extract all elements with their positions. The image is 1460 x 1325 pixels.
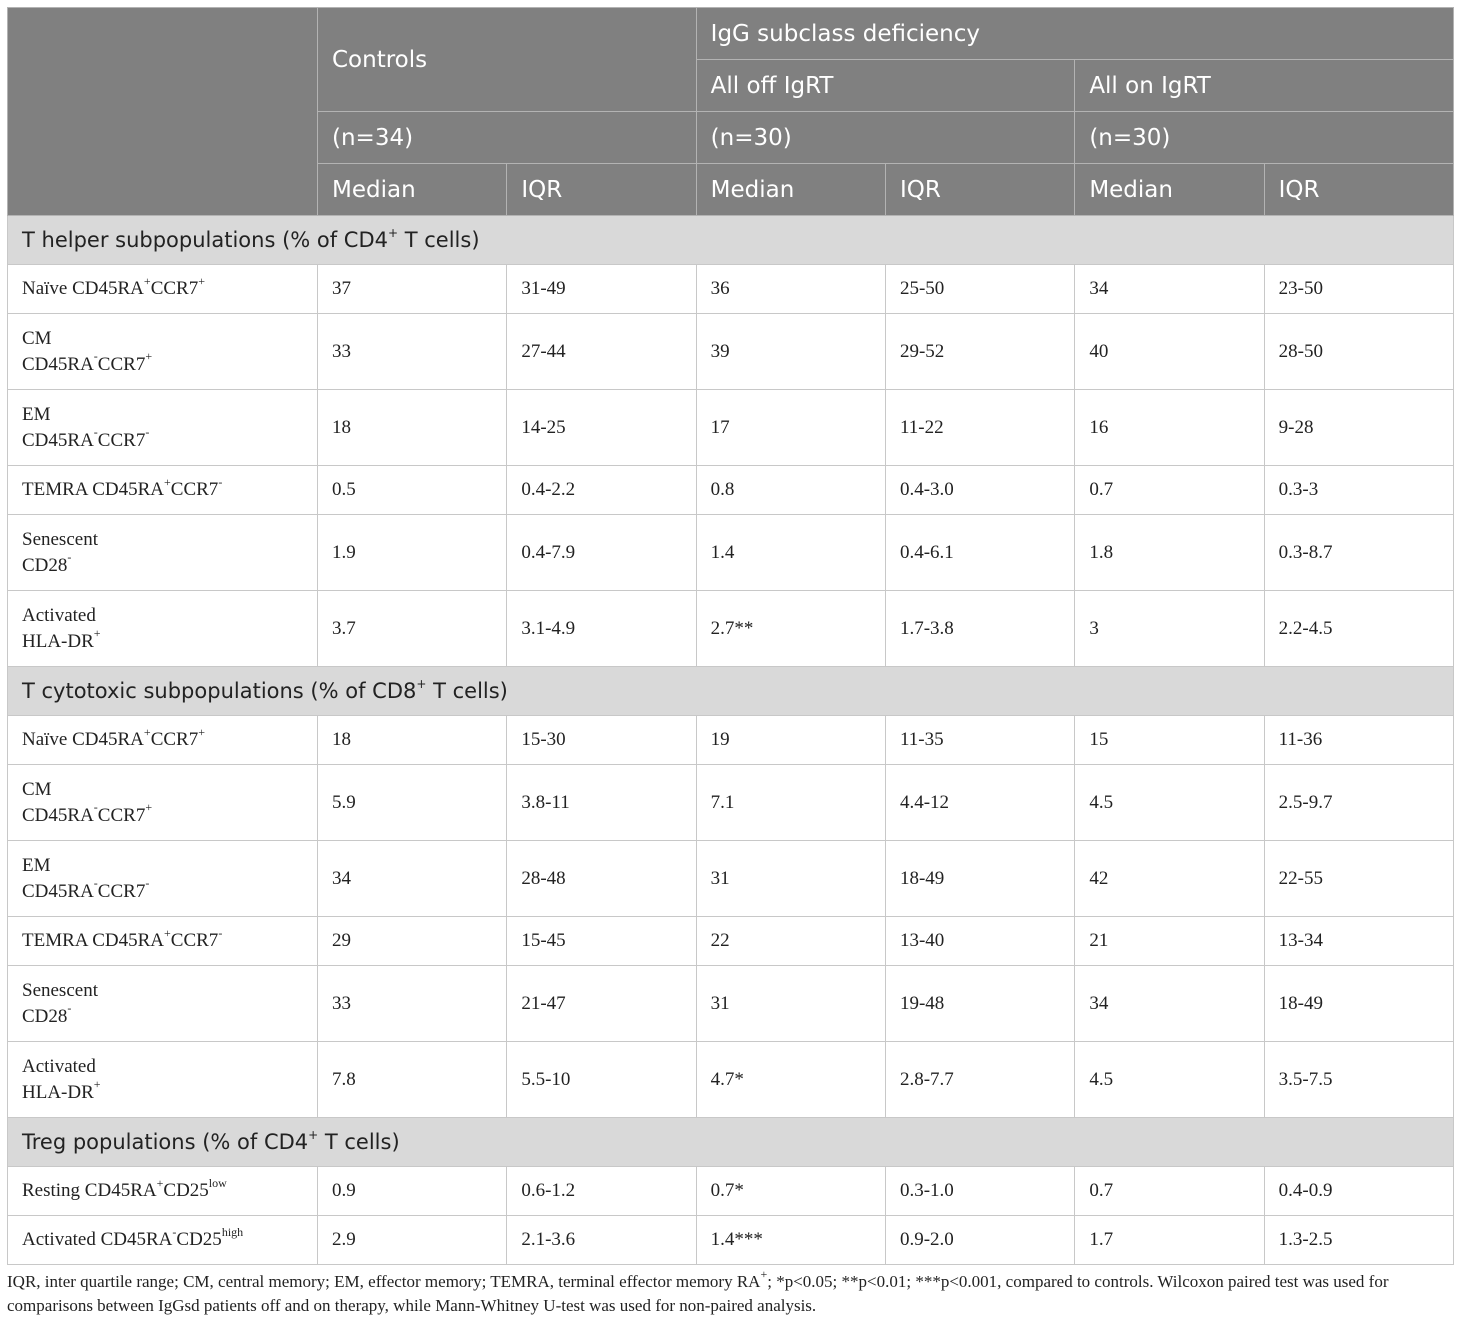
label-superscript: low — [208, 1175, 227, 1190]
iqr-cell: 15-45 — [507, 917, 696, 966]
label-text: CD28 — [22, 554, 68, 576]
table-row — [8, 1216, 1454, 1265]
table-body — [8, 216, 1454, 1265]
header-iqr: IQR — [885, 164, 1074, 216]
median-cell: 16 — [1075, 390, 1264, 466]
row-label — [8, 1042, 318, 1118]
label-text: Naïve CD45RA — [22, 278, 144, 299]
median-cell: 34 — [318, 841, 507, 917]
median-cell: 33 — [318, 966, 507, 1042]
median-cell: 21 — [1075, 917, 1264, 966]
iqr-cell: 4.4-12 — [885, 765, 1074, 841]
label-text: CD45RA — [22, 880, 94, 902]
label-text: TEMRA CD45RA — [22, 930, 164, 951]
section-title-main: Treg populations (% of CD4 — [22, 1130, 309, 1154]
label-superscript: - — [93, 876, 98, 891]
iqr-cell: 5.5-10 — [507, 1042, 696, 1118]
iqr-cell: 2.1-3.6 — [507, 1216, 696, 1265]
header-igg-group: IgG subclass deficiency — [696, 8, 1453, 60]
footnote-part2: ; *p<0.05; **p<0.01; ***p<0.001, compared to controls. Wilcoxon paired test was used for comparisons between IgGsd patients off and on therapy, while Mann-Whitney U-test was used for non-paired analysis. — [7, 1272, 1389, 1315]
iqr-cell: 27-44 — [507, 314, 696, 390]
median-cell: 7.1 — [696, 765, 885, 841]
label-text: CCR7 — [97, 429, 146, 451]
label-text: CCR7 — [170, 930, 219, 951]
iqr-cell: 0.4-6.1 — [885, 515, 1074, 591]
label-text: HLA-DR — [22, 1081, 94, 1103]
iqr-cell: 21-47 — [507, 966, 696, 1042]
median-cell: 17 — [696, 390, 885, 466]
row-label — [8, 390, 318, 466]
iqr-cell: 3.5-7.5 — [1264, 1042, 1453, 1118]
median-cell: 1.4*** — [696, 1216, 885, 1265]
row-label — [8, 1216, 318, 1265]
label-text: CD45RA — [22, 353, 94, 375]
iqr-cell: 2.5-9.7 — [1264, 765, 1453, 841]
row-label — [8, 966, 318, 1042]
row-label — [8, 841, 318, 917]
table-row — [8, 591, 1454, 667]
iqr-cell: 19-48 — [885, 966, 1074, 1042]
label-text: HLA-DR — [22, 630, 94, 652]
median-cell: 19 — [696, 716, 885, 765]
label-text: CD45RA — [22, 429, 94, 451]
median-cell: 3.7 — [318, 591, 507, 667]
header-on-igrt: All on IgRT — [1075, 60, 1454, 112]
label-superscript: high — [221, 1224, 244, 1239]
data-table — [7, 7, 1454, 1265]
label-superscript: + — [198, 273, 205, 288]
label-superscript: + — [93, 626, 101, 641]
label-text: TEMRA CD45RA — [22, 479, 164, 500]
median-cell: 42 — [1075, 841, 1264, 917]
section-title — [8, 667, 1454, 716]
median-cell: 1.9 — [318, 515, 507, 591]
label-text: CCR7 — [97, 353, 146, 375]
iqr-cell: 18-49 — [885, 841, 1074, 917]
header-controls: Controls — [318, 8, 697, 112]
row-label — [8, 591, 318, 667]
label-superscript: - — [145, 425, 150, 440]
header-iqr: IQR — [507, 164, 696, 216]
iqr-cell: 15-30 — [507, 716, 696, 765]
header-n-on: (n=30) — [1075, 112, 1454, 164]
label-superscript: + — [164, 925, 171, 940]
footnote-part1: IQR, inter quartile range; CM, central memory; EM, effector memory; TEMRA, terminal effector memory RA — [7, 1272, 761, 1291]
iqr-cell: 0.3-8.7 — [1264, 515, 1453, 591]
label-text: CCR7 — [97, 880, 146, 902]
label-text: CCR7 — [170, 479, 219, 500]
header-corner — [8, 8, 318, 216]
section-title-sup: + — [308, 1128, 319, 1142]
table-row — [8, 765, 1454, 841]
iqr-cell: 28-50 — [1264, 314, 1453, 390]
median-cell: 22 — [696, 917, 885, 966]
iqr-cell: 0.3-1.0 — [885, 1167, 1074, 1216]
label-text: Senescent — [22, 528, 98, 550]
section-title — [8, 216, 1454, 265]
label-superscript: - — [218, 474, 223, 489]
iqr-cell: 2.8-7.7 — [885, 1042, 1074, 1118]
header-median: Median — [1075, 164, 1264, 216]
section-row — [8, 1118, 1454, 1167]
section-row — [8, 216, 1454, 265]
section-title-sup: + — [416, 677, 427, 691]
iqr-cell: 3.8-11 — [507, 765, 696, 841]
row-label — [8, 466, 318, 515]
label-superscript: + — [143, 273, 151, 288]
median-cell: 34 — [1075, 265, 1264, 314]
median-cell: 40 — [1075, 314, 1264, 390]
table-header — [8, 8, 1454, 216]
header-n-controls: (n=34) — [318, 112, 697, 164]
iqr-cell: 22-55 — [1264, 841, 1453, 917]
table-row — [8, 265, 1454, 314]
label-text: EM — [22, 854, 51, 876]
median-cell: 0.7 — [1075, 466, 1264, 515]
iqr-cell: 0.4-0.9 — [1264, 1167, 1453, 1216]
iqr-cell: 29-52 — [885, 314, 1074, 390]
iqr-cell: 0.4-2.2 — [507, 466, 696, 515]
median-cell: 0.9 — [318, 1167, 507, 1216]
table-row — [8, 1167, 1454, 1216]
iqr-cell: 14-25 — [507, 390, 696, 466]
label-text: Resting CD45RA — [22, 1180, 157, 1201]
footnote — [7, 1267, 1453, 1318]
row-label — [8, 265, 318, 314]
iqr-cell: 28-48 — [507, 841, 696, 917]
median-cell: 7.8 — [318, 1042, 507, 1118]
median-cell: 31 — [696, 841, 885, 917]
label-text: CD25 — [176, 1229, 222, 1250]
row-label — [8, 716, 318, 765]
median-cell: 4.5 — [1075, 1042, 1264, 1118]
median-cell: 5.9 — [318, 765, 507, 841]
label-text: Activated CD45RA — [22, 1229, 173, 1250]
median-cell: 1.7 — [1075, 1216, 1264, 1265]
iqr-cell: 13-34 — [1264, 917, 1453, 966]
iqr-cell: 25-50 — [885, 265, 1074, 314]
iqr-cell: 13-40 — [885, 917, 1074, 966]
label-text: CCR7 — [150, 729, 199, 750]
label-superscript: + — [156, 1175, 164, 1190]
median-cell: 4.7* — [696, 1042, 885, 1118]
table-row — [8, 1042, 1454, 1118]
section-title — [8, 1118, 1454, 1167]
label-superscript: - — [218, 925, 223, 940]
header-median: Median — [696, 164, 885, 216]
label-superscript: - — [172, 1224, 177, 1239]
header-n-off: (n=30) — [696, 112, 1075, 164]
label-superscript: - — [93, 800, 98, 815]
label-text: Activated — [22, 604, 96, 626]
median-cell: 2.7** — [696, 591, 885, 667]
median-cell: 0.7* — [696, 1167, 885, 1216]
section-title-sup: + — [388, 226, 399, 240]
median-cell: 1.4 — [696, 515, 885, 591]
median-cell: 1.8 — [1075, 515, 1264, 591]
table-row — [8, 716, 1454, 765]
table-row — [8, 841, 1454, 917]
iqr-cell: 23-50 — [1264, 265, 1453, 314]
median-cell: 0.8 — [696, 466, 885, 515]
label-superscript: - — [145, 876, 150, 891]
table-row — [8, 314, 1454, 390]
iqr-cell: 0.4-7.9 — [507, 515, 696, 591]
median-cell: 34 — [1075, 966, 1264, 1042]
median-cell: 4.5 — [1075, 765, 1264, 841]
median-cell: 3 — [1075, 591, 1264, 667]
row-label — [8, 917, 318, 966]
footnote-sup: + — [760, 1267, 768, 1282]
label-superscript: + — [93, 1077, 101, 1092]
label-text: Senescent — [22, 979, 98, 1001]
iqr-cell: 9-28 — [1264, 390, 1453, 466]
section-title-main: T cytotoxic subpopulations (% of CD8 — [22, 679, 417, 703]
iqr-cell: 0.4-3.0 — [885, 466, 1074, 515]
label-superscript: + — [143, 724, 151, 739]
iqr-cell: 3.1-4.9 — [507, 591, 696, 667]
header-off-igrt: All off IgRT — [696, 60, 1075, 112]
iqr-cell: 1.7-3.8 — [885, 591, 1074, 667]
iqr-cell: 0.3-3 — [1264, 466, 1453, 515]
label-text: CCR7 — [97, 804, 146, 826]
label-superscript: - — [93, 425, 98, 440]
median-cell: 33 — [318, 314, 507, 390]
section-title-tail: T cells) — [426, 679, 508, 703]
iqr-cell: 11-35 — [885, 716, 1074, 765]
label-text: CM — [22, 327, 52, 349]
table-row — [8, 466, 1454, 515]
median-cell: 2.9 — [318, 1216, 507, 1265]
label-superscript: - — [67, 1001, 72, 1016]
label-superscript: - — [93, 349, 98, 364]
row-label — [8, 515, 318, 591]
median-cell: 18 — [318, 390, 507, 466]
label-text: CCR7 — [150, 278, 199, 299]
median-cell: 29 — [318, 917, 507, 966]
table-row — [8, 515, 1454, 591]
row-label — [8, 314, 318, 390]
label-text: Activated — [22, 1055, 96, 1077]
iqr-cell: 0.9-2.0 — [885, 1216, 1074, 1265]
median-cell: 0.7 — [1075, 1167, 1264, 1216]
label-text: CD25 — [163, 1180, 209, 1201]
median-cell: 39 — [696, 314, 885, 390]
header-iqr: IQR — [1264, 164, 1453, 216]
label-text: EM — [22, 403, 51, 425]
label-superscript: - — [67, 550, 72, 565]
label-superscript: + — [145, 349, 153, 364]
iqr-cell: 0.6-1.2 — [507, 1167, 696, 1216]
label-text: CD45RA — [22, 804, 94, 826]
iqr-cell: 1.3-2.5 — [1264, 1216, 1453, 1265]
row-label — [8, 765, 318, 841]
median-cell: 37 — [318, 265, 507, 314]
label-text: Naïve CD45RA — [22, 729, 144, 750]
table-row — [8, 390, 1454, 466]
label-text: CD28 — [22, 1005, 68, 1027]
iqr-cell: 18-49 — [1264, 966, 1453, 1042]
table-row — [8, 917, 1454, 966]
section-row — [8, 667, 1454, 716]
header-median: Median — [318, 164, 507, 216]
iqr-cell: 11-22 — [885, 390, 1074, 466]
median-cell: 36 — [696, 265, 885, 314]
median-cell: 15 — [1075, 716, 1264, 765]
row-label — [8, 1167, 318, 1216]
label-superscript: + — [164, 474, 171, 489]
table-row — [8, 966, 1454, 1042]
label-superscript: + — [145, 800, 153, 815]
iqr-cell: 31-49 — [507, 265, 696, 314]
section-title-tail: T cells) — [318, 1130, 400, 1154]
label-superscript: + — [198, 724, 205, 739]
median-cell: 18 — [318, 716, 507, 765]
median-cell: 31 — [696, 966, 885, 1042]
median-cell: 0.5 — [318, 466, 507, 515]
iqr-cell: 2.2-4.5 — [1264, 591, 1453, 667]
section-title-tail: T cells) — [398, 228, 480, 252]
table-container — [7, 7, 1453, 1265]
section-title-main: T helper subpopulations (% of CD4 — [22, 228, 389, 252]
label-text: CM — [22, 778, 52, 800]
iqr-cell: 11-36 — [1264, 716, 1453, 765]
